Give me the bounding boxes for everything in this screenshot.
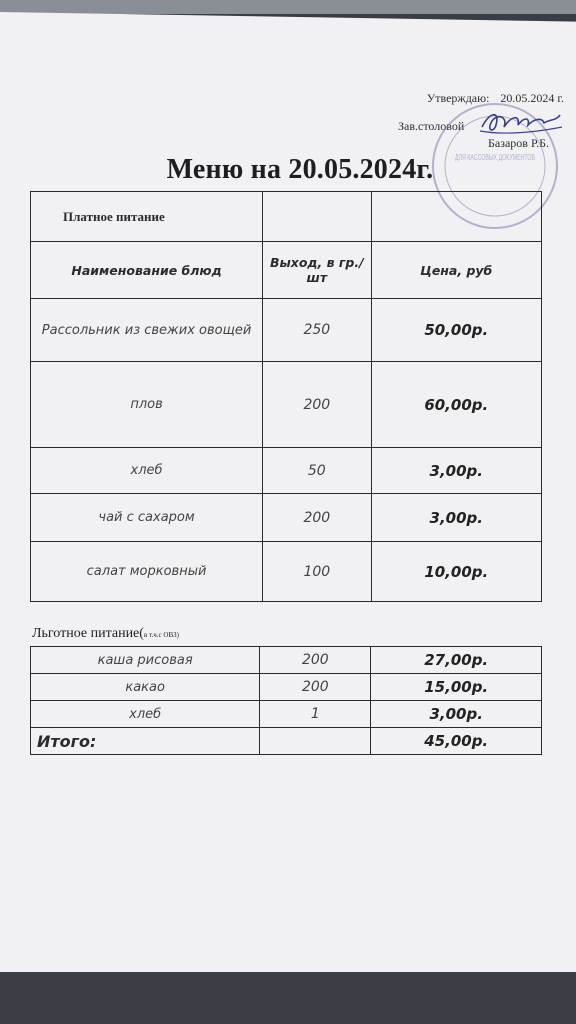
table-row bbox=[31, 494, 542, 542]
item-name: какао bbox=[31, 674, 260, 701]
background-top bbox=[0, 0, 576, 14]
signature bbox=[472, 105, 567, 141]
item-name: Рассольник из свежих овощей bbox=[31, 299, 263, 362]
item-yield: 200 bbox=[260, 647, 371, 674]
paid-section-label: Платное питание bbox=[31, 192, 263, 242]
page-title: Меню на 20.05.2024г. bbox=[166, 154, 434, 185]
benefit-section-label bbox=[32, 626, 179, 642]
item-name: салат морковный bbox=[31, 542, 263, 602]
stamp-text: ДЛЯ КАССОВЫХ ДОКУМЕНТОВ bbox=[455, 153, 535, 162]
item-yield: 100 bbox=[263, 542, 371, 602]
table-row bbox=[31, 674, 542, 701]
item-price: 3,00р. bbox=[371, 448, 541, 494]
item-price: 50,00р. bbox=[371, 299, 541, 362]
approval-date: 20.05.2024 г. bbox=[500, 91, 564, 105]
benefit-label: Льготное питание( bbox=[32, 626, 144, 641]
item-yield: 200 bbox=[263, 494, 371, 542]
empty-cell bbox=[260, 728, 371, 755]
item-price: 27,00р. bbox=[371, 647, 542, 674]
item-yield: 1 bbox=[260, 701, 371, 728]
total-row bbox=[31, 728, 542, 755]
benefit-note: в т.ч.с ОВЗ) bbox=[143, 631, 179, 639]
table-row bbox=[31, 542, 542, 602]
background-floor bbox=[0, 972, 576, 1024]
table-row bbox=[31, 647, 542, 674]
item-price: 10,00р. bbox=[371, 542, 541, 602]
item-price: 3,00р. bbox=[371, 494, 541, 542]
item-name: хлеб bbox=[31, 701, 260, 728]
empty-cell bbox=[371, 192, 541, 242]
benefit-menu-table bbox=[30, 646, 542, 755]
approval-name: Базаров Р.Б. bbox=[488, 136, 550, 150]
header-yield: Выход, в гр./шт bbox=[263, 242, 371, 299]
total-label: Итого: bbox=[31, 728, 260, 755]
item-yield: 200 bbox=[263, 362, 371, 448]
header-row bbox=[31, 242, 542, 299]
table-row bbox=[31, 448, 542, 494]
empty-cell bbox=[263, 192, 371, 242]
item-name: плов bbox=[31, 362, 263, 448]
table-row bbox=[31, 299, 542, 362]
item-yield: 50 bbox=[263, 448, 371, 494]
header-price: Цена, руб bbox=[371, 242, 541, 299]
table-row bbox=[31, 362, 542, 448]
paid-menu-table bbox=[30, 191, 542, 602]
item-name: хлеб bbox=[31, 448, 263, 494]
item-name: чай с сахаром bbox=[31, 494, 263, 542]
approval-label: Утверждаю: bbox=[426, 91, 490, 105]
item-yield: 200 bbox=[260, 674, 371, 701]
item-price: 15,00р. bbox=[371, 674, 542, 701]
total-price: 45,00р. bbox=[371, 728, 542, 755]
item-price: 60,00р. bbox=[371, 362, 541, 448]
table-row bbox=[31, 701, 542, 728]
approval-position: Зав.столовой bbox=[398, 119, 465, 133]
item-yield: 250 bbox=[263, 299, 371, 362]
section-row bbox=[31, 192, 542, 242]
header-name: Наименование блюд bbox=[31, 242, 263, 299]
item-name: каша рисовая bbox=[31, 647, 260, 674]
item-price: 3,00р. bbox=[371, 701, 542, 728]
